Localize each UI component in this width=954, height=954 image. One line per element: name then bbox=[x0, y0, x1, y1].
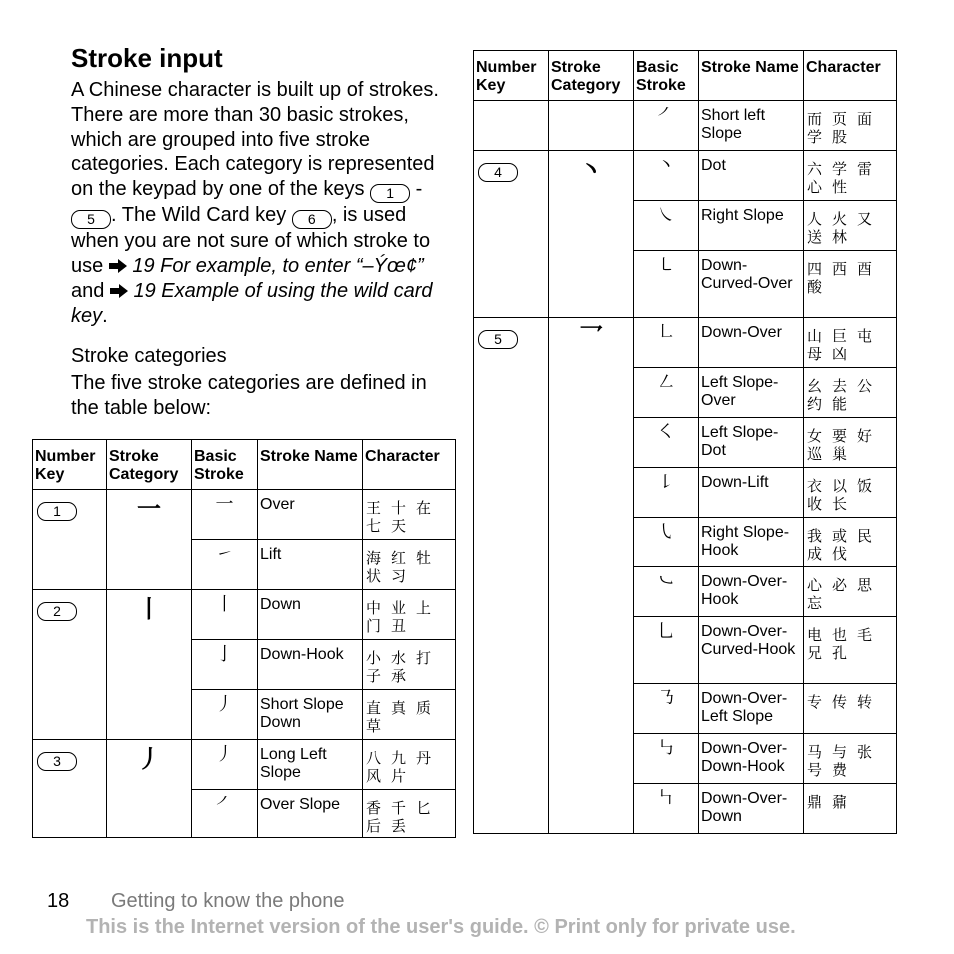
key-5-icon: 5 bbox=[478, 330, 518, 349]
basic-stroke-glyph: ㇄ bbox=[634, 251, 699, 318]
stroke-category-glyph: 丨 bbox=[107, 590, 192, 740]
stroke-name: Down-Hook bbox=[258, 640, 363, 690]
example-characters: 鼎鼐 bbox=[804, 784, 897, 834]
basic-stroke-glyph: 一 bbox=[192, 490, 258, 540]
basic-stroke-glyph: ㇜ bbox=[634, 368, 699, 418]
example-characters: 心必思忘 bbox=[804, 567, 897, 617]
section-description: The five stroke categories are defined in the table below: bbox=[71, 372, 427, 419]
basic-stroke-glyph: ㇞ bbox=[634, 784, 699, 834]
intro-text-2: - bbox=[410, 178, 423, 201]
basic-stroke-glyph: ㇀ bbox=[192, 540, 258, 590]
intro-text-4: , is used when you are not sure of which stroke to use bbox=[71, 204, 431, 277]
basic-stroke-glyph: 亅 bbox=[192, 640, 258, 690]
intro-text-6: . bbox=[102, 304, 108, 327]
stroke-name: Short left Slope bbox=[699, 101, 804, 151]
stroke-name: Down-Over-Down-Hook bbox=[699, 734, 804, 784]
stroke-table-right bbox=[473, 50, 897, 834]
header-character: Character bbox=[804, 51, 897, 101]
cross-reference-link[interactable]: 19 Example of using the wild card key bbox=[71, 279, 433, 327]
header-stroke-category: Stroke Category bbox=[107, 440, 192, 490]
stroke-category-glyph: 丿 bbox=[107, 740, 192, 838]
page-number: 18 bbox=[47, 890, 70, 912]
example-characters: 小水打子承 bbox=[363, 640, 456, 690]
stroke-name: Down-Over bbox=[699, 318, 804, 368]
number-key-cell bbox=[33, 590, 107, 740]
key-3-icon: 3 bbox=[37, 752, 77, 771]
basic-stroke-glyph: ㇡ bbox=[634, 684, 699, 734]
example-characters: 八九丹风片 bbox=[363, 740, 456, 790]
stroke-name: Down-Over-Hook bbox=[699, 567, 804, 617]
stroke-category-cell bbox=[549, 101, 634, 151]
basic-stroke-glyph: ㇛ bbox=[634, 418, 699, 468]
intro-text-1: A Chinese character is built up of strokes. There are more than 30 basic strokes, which are grouped into five stroke categories. Each category is represented on the keypad by one of the keys bbox=[71, 79, 439, 201]
header-basic-stroke: Basic Stroke bbox=[634, 51, 699, 101]
basic-stroke-glyph: ㇗ bbox=[634, 318, 699, 368]
example-characters: 四西酉酸 bbox=[804, 251, 897, 318]
section-title: Getting to know the phone bbox=[111, 890, 345, 912]
basic-stroke-glyph: ㇒ bbox=[634, 101, 699, 151]
example-characters: 山巨屯母凶 bbox=[804, 318, 897, 368]
intro-paragraph bbox=[71, 78, 451, 328]
stroke-name: Down bbox=[258, 590, 363, 640]
basic-stroke-glyph: 丿 bbox=[192, 690, 258, 740]
number-key-cell bbox=[474, 318, 549, 834]
copyright-notice: This is the Internet version of the user's guide. © Print only for private use. bbox=[86, 916, 796, 938]
stroke-name: Dot bbox=[699, 151, 804, 201]
number-key-cell bbox=[33, 740, 107, 838]
example-characters: 专传转 bbox=[804, 684, 897, 734]
example-characters: 幺去公约能 bbox=[804, 368, 897, 418]
header-stroke-category: Stroke Category bbox=[549, 51, 634, 101]
stroke-name: Lift bbox=[258, 540, 363, 590]
page-title: Stroke input bbox=[71, 43, 223, 73]
example-characters: 直真质草 bbox=[363, 690, 456, 740]
header-number-key: Number Key bbox=[474, 51, 549, 101]
stroke-name: Right Slope bbox=[699, 201, 804, 251]
arrow-right-icon bbox=[110, 284, 128, 298]
example-characters: 六学雷心性 bbox=[804, 151, 897, 201]
basic-stroke-glyph: 乚 bbox=[634, 617, 699, 684]
key-6-icon: 6 bbox=[292, 210, 332, 229]
stroke-name: Short Slope Down bbox=[258, 690, 363, 740]
header-stroke-name: Stroke Name bbox=[699, 51, 804, 101]
basic-stroke-glyph: ㇉ bbox=[634, 734, 699, 784]
stroke-name: Down-Over-Left Slope bbox=[699, 684, 804, 734]
intro-text-3: . The Wild Card key bbox=[111, 204, 292, 227]
section-heading: Stroke categories bbox=[71, 345, 227, 367]
example-characters: 我或民成伐 bbox=[804, 518, 897, 567]
stroke-name: Left Slope-Over bbox=[699, 368, 804, 418]
number-key-cell bbox=[474, 151, 549, 318]
key-4-icon: 4 bbox=[478, 163, 518, 182]
basic-stroke-glyph: ㇏ bbox=[634, 201, 699, 251]
key-5-icon: 5 bbox=[71, 210, 111, 229]
example-characters: 女要好巡巢 bbox=[804, 418, 897, 468]
basic-stroke-glyph: ㇂ bbox=[634, 518, 699, 567]
cross-reference-link[interactable]: 19 For example, to enter “–Ýœ¢” bbox=[132, 254, 424, 277]
basic-stroke-glyph: ㇙ bbox=[634, 468, 699, 518]
stroke-name: Long Left Slope bbox=[258, 740, 363, 790]
key-1-icon: 1 bbox=[37, 502, 77, 521]
arrow-right-icon bbox=[109, 259, 127, 273]
basic-stroke-glyph: 丶 bbox=[634, 151, 699, 201]
stroke-category-glyph: 一 bbox=[107, 490, 192, 590]
basic-stroke-glyph: 丨 bbox=[192, 590, 258, 640]
stroke-name: Right Slope-Hook bbox=[699, 518, 804, 567]
example-characters: 香千匕后丢 bbox=[363, 790, 456, 838]
example-characters: 中业上门丑 bbox=[363, 590, 456, 640]
basic-stroke-glyph: ㇃ bbox=[634, 567, 699, 617]
stroke-name: Down-Curved-Over bbox=[699, 251, 804, 318]
header-stroke-name: Stroke Name bbox=[258, 440, 363, 490]
stroke-name: Over bbox=[258, 490, 363, 540]
header-number-key: Number Key bbox=[33, 440, 107, 490]
key-1-icon: 1 bbox=[370, 184, 410, 203]
number-key-cell bbox=[33, 490, 107, 590]
stroke-table-left bbox=[32, 439, 456, 838]
header-basic-stroke: Basic Stroke bbox=[192, 440, 258, 490]
key-2-icon: 2 bbox=[37, 602, 77, 621]
intro-text-5: and bbox=[71, 279, 110, 302]
number-key-cell bbox=[474, 101, 549, 151]
example-characters: 而页面学股 bbox=[804, 101, 897, 151]
stroke-category-glyph: 丶 bbox=[549, 151, 634, 318]
example-characters: 电也毛兄孔 bbox=[804, 617, 897, 684]
example-characters: 马与张号费 bbox=[804, 734, 897, 784]
example-characters: 王十在七天 bbox=[363, 490, 456, 540]
stroke-name: Down-Over-Curved-Hook bbox=[699, 617, 804, 684]
stroke-name: Over Slope bbox=[258, 790, 363, 838]
stroke-name: Left Slope-Dot bbox=[699, 418, 804, 468]
example-characters: 海红牡状习 bbox=[363, 540, 456, 590]
stroke-name: Down-Over-Down bbox=[699, 784, 804, 834]
basic-stroke-glyph: ㇒ bbox=[192, 790, 258, 838]
example-characters: 人火又送林 bbox=[804, 201, 897, 251]
stroke-name: Down-Lift bbox=[699, 468, 804, 518]
stroke-category-glyph: 乛 bbox=[549, 318, 634, 834]
example-characters: 衣以饭收长 bbox=[804, 468, 897, 518]
header-character: Character bbox=[363, 440, 456, 490]
basic-stroke-glyph: 丿 bbox=[192, 740, 258, 790]
